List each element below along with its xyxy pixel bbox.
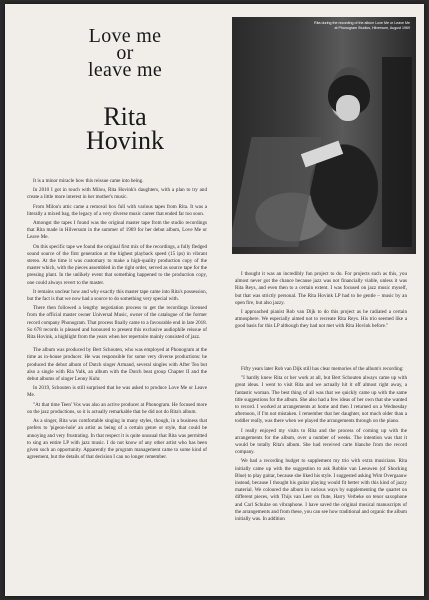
- paragraph: "At that time Teen' Vos was also an active producer at Phonogram. He focused more on the jazz productions, so it is actually remarkable that he did not do Rita's album.: [27, 401, 207, 415]
- album-title-line-3: leave me: [87, 59, 163, 81]
- right-text-column-top: [235, 271, 407, 357]
- paragraph: I thought it was an incredibly fun project to do. For projects such as this, you almost never got the chance because jazz was not financially viable, unless it was Rita Reys, and even then to a certain extent. I was focused on jazz music myself, but that was strictly personal. The Rita Hovink LP had to be gentle – music by an open fire, but also jazzy.: [235, 271, 407, 306]
- artist-last-name: Hovink: [86, 126, 164, 155]
- title-block: [25, 25, 225, 155]
- paragraph: It is a minor miracle how this reissue came into being.: [33, 178, 144, 184]
- artist-name: [25, 102, 225, 155]
- album-title: [25, 25, 225, 81]
- paragraph: It remains unclear how and why exactly this master tape came into Rita's possession, but the fact is that we now had a source to do something very special with.: [27, 288, 207, 303]
- paragraph: The album was produced by Bert Schouten, who was employed at Phonogram at the time as in-house producer. He was responsible for some very diverse productions: he produced the debut album of Dutch singer Armand, several singles with After Tea but also a single with Ria Valk, an album with the Dutch beat group Chapter II and the debut albums of singer Lenny Kuhr.: [27, 347, 207, 383]
- paragraph: On this specific tape we found the original first mix of the recordings, a fully fledged sound source of the first generation at the highest playback speed (15 ips) in vibrant stereo. At the time it was customary to make a high-quality production copy of the master which, with the pieces assembled in the right order, served as source tape for the pressing plant. In the unlikely event that something happened to the production copy, one could always revert to the master.: [27, 243, 207, 286]
- photo-caption-line-1: Rita during the recording of the album Love Me or Leave Me: [314, 21, 410, 25]
- left-text-column: [27, 178, 207, 590]
- paragraph: Fifty years later Rob van Dijk still has clear memories of the album's recording:: [241, 366, 404, 372]
- photo-background-shape: [382, 57, 412, 247]
- photo-caption-line-2: at Phonogram Studios, Hilversum, August 1969: [334, 26, 410, 30]
- album-title-line-1: Love me: [88, 25, 162, 47]
- paragraph: I approached pianist Rob van Dijk to do this project as he radiated a certain atmosphere. We especially aimed not to recreate Rita Reys. His trio seemed like a good basis for this LP although they had not met with Rita Hovink before.": [235, 309, 407, 330]
- paragraph: From Milou's attic came a removal box full with various tapes from Rita. It was a literally a mixed bag, the legacy of a very diverse music career that ended far too soon.: [27, 203, 207, 217]
- liner-notes-page: [5, 4, 424, 596]
- paragraph: In 2010 I got in touch with Milou, Rita Hovink's daughters, with a plan to try and create a little more interest in her mother's music.: [27, 187, 207, 201]
- paragraph: Amongst the tapes I found was the original master tape from the studio recordings that Rita made in Hilversum in the summer of 1969 for her debut album, Love Me or Leave Me.: [27, 220, 207, 241]
- paragraph: "I hardly knew Rita or her work at all, but Bert Schouten always came up with great ideas. I went to visit Rita and we actually hit it off almost right away, a fantastic woman. The best thing of all was that we quickly came up with the same title suggestions for the album. She also had a few ideas of her own that she wanted to record. I worked at arrangements at home and then I returned on a Wednesday afternoon, if I'm not mistaken. I remember that her daughter, not much older than a toddler really, was there when we played the arrangements through on the piano.: [235, 375, 407, 425]
- artist-first-name: Rita: [103, 102, 147, 131]
- paragraph: In 2019, Schouten is still surprised that he was asked to produce Love Me or Leave Me.: [27, 385, 207, 399]
- album-title-line-2: or: [116, 42, 134, 64]
- photo-caption: [240, 21, 410, 31]
- paragraph: There then followed a lengthy negotiation process to get the recordings licensed from the official master owner Universal Music, owner of the catalogue of the former record company Phonogram. That process finally came to a favourable end in late 2018. So 678 records is pleased and honoured to present this exclusive audiophile reissue of Rita Hovink, a highlight from the years when her repertoire mainly consisted of jazz.: [27, 305, 207, 341]
- paragraph: As a singer, Rita was comfortable singing in many styles, though, in a business that prefers to 'pigeon-hole' an artist as being of a certain genre or style, that could be annoying and very frustrating. In that respect it is quite unusual that Rita was permitted to sing an entire LP with jazz music. I do not know of any other artist who has been given such an opportunity. Apparently the program management came to some kind of agreement, but the details of that decision I can no longer remember.: [27, 418, 207, 461]
- artist-photo: [232, 17, 416, 254]
- right-text-column-bottom: [235, 366, 407, 592]
- photo-face-shape: [336, 95, 360, 121]
- paragraph: I really enjoyed my visits to Rita and the process of coming up with the arrangements for the album, over a number of weeks. The intention was that it would be totally Rita's album. She had received carte blanche from the record company.: [235, 427, 407, 456]
- paragraph: We had a recording budget to supplement my trio with extra musicians. Rita initially came up with the suggestion to ask Robbie van Leeuwen (of Shocking Blue) to play guitar, because she liked his style. I suggested asking Wim Overgaauw instead, because I thought his guitar playing would fit better with this kind of jazzy material. We coloured the album in various ways by supplementing the quartet on different pieces, with Thijs van Leer on flute, Harry Verbeke on tenor saxophone and Carl Schulze on vibraphone. I have saved the original musical manuscripts of the arrangements and from these, you can see how traditional and organic the album initially was. In addition: [235, 458, 407, 523]
